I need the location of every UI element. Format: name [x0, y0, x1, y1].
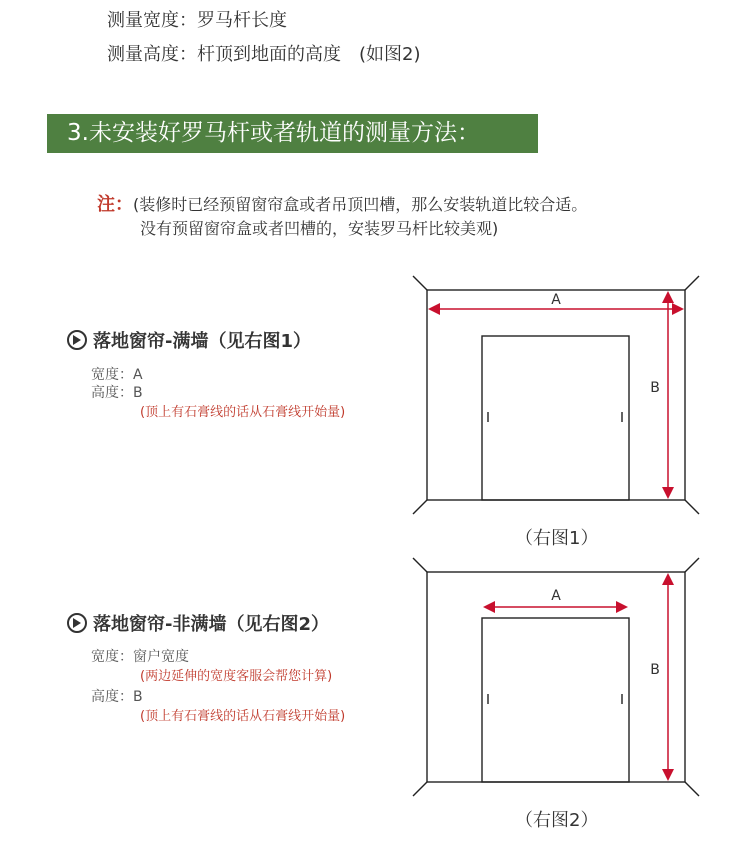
label-a: A	[551, 292, 561, 308]
label-b: B	[650, 380, 660, 396]
section2-width-note: (两边延伸的宽度客服会帮您计算)	[140, 669, 333, 684]
corner-line	[413, 276, 427, 290]
diagram2-caption: （右图2）	[515, 810, 599, 831]
section1-title	[67, 327, 311, 353]
corner-line	[413, 558, 427, 572]
corner-line	[413, 500, 427, 514]
top-height-line: 测量高度：杆顶到地面的高度 (如图2)	[107, 44, 421, 65]
diagram1	[405, 270, 705, 520]
note-text-1: (装修时已经预留窗帘盒或者吊顶凹槽，那么安装轨道比较合适。	[133, 195, 588, 214]
top-width-line: 测量宽度：罗马杆长度	[107, 10, 287, 31]
corner-line	[413, 782, 427, 796]
corner-line	[685, 276, 699, 290]
corner-line	[685, 500, 699, 514]
section2-height-note: (顶上有石膏线的话从石膏线开始量)	[140, 709, 346, 724]
section2-title-text: 落地窗帘-非满墙（见右图2）	[93, 614, 329, 635]
window-frame	[482, 618, 629, 782]
section2-width: 宽度：窗户宽度	[91, 649, 189, 665]
diagram2	[405, 552, 705, 802]
section1-height-note: (顶上有石膏线的话从石膏线开始量)	[140, 405, 346, 420]
wall-outline	[427, 290, 685, 500]
note-label: 注：	[97, 194, 133, 215]
label-b: B	[650, 662, 660, 678]
note-line-2: 没有预留窗帘盒或者凹槽的，安装罗马杆比较美观)	[140, 219, 499, 238]
section2-title	[67, 610, 329, 636]
label-a: A	[551, 588, 561, 604]
section-banner: 3.未安装好罗马杆或者轨道的测量方法：	[47, 114, 538, 153]
section1-height: 高度：B	[91, 385, 143, 401]
circle-arrow-icon	[67, 613, 87, 633]
section2-height: 高度：B	[91, 689, 143, 705]
corner-line	[685, 782, 699, 796]
corner-line	[685, 558, 699, 572]
section1-width: 宽度：A	[91, 367, 143, 383]
note-line-1	[97, 190, 587, 216]
window-frame	[482, 336, 629, 500]
section1-title-text: 落地窗帘-满墙（见右图1）	[93, 331, 311, 352]
diagram1-caption: （右图1）	[515, 528, 599, 549]
circle-arrow-icon	[67, 330, 87, 350]
